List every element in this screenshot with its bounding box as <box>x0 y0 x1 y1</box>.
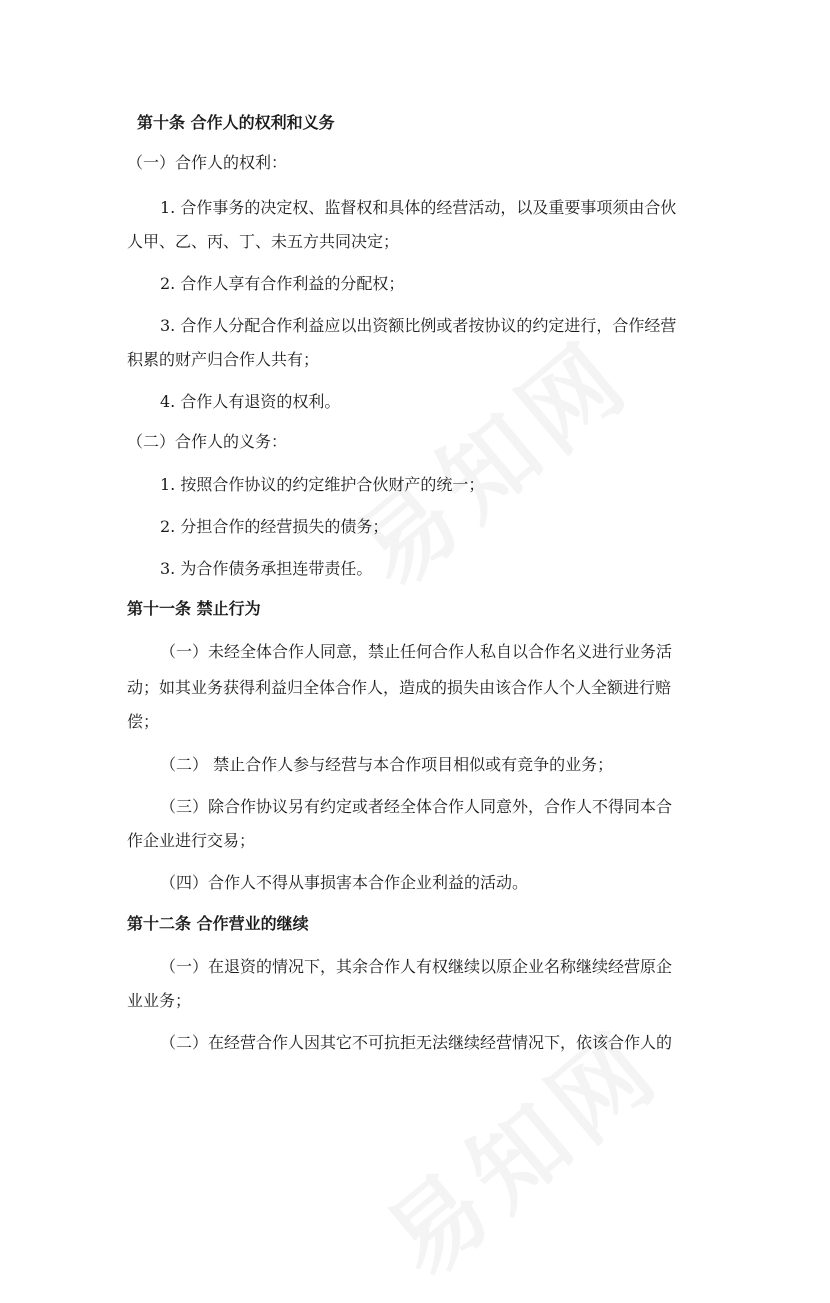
paragraph-line: 1. 按照合作协议的约定维护合伙财产的统一； <box>160 475 485 494</box>
article-10-heading: 第十条 合作人的权利和义务 <box>137 113 335 132</box>
paragraph-line: （一）在退资的情况下，其余合作人有权继续以原企业名称继续经营原企 <box>160 957 673 976</box>
paragraph-line: （三）除合作协议另有约定或者经全体合作人同意外，合作人不得同本合 <box>160 797 673 816</box>
paragraph-line: 积累的财产归合作人共有； <box>127 350 320 369</box>
rights-subheading: （一）合作人的权利： <box>127 153 288 172</box>
obligations-subheading: （二）合作人的义务： <box>127 432 288 451</box>
paragraph-line: 人甲、乙、丙、丁、未五方共同决定； <box>127 232 400 251</box>
paragraph-line: （二）在经营合作人因其它不可抗拒无法继续经营情况下，依该合作人的 <box>160 1033 673 1052</box>
paragraph-line: 3. 为合作债务承担连带责任。 <box>160 559 373 578</box>
paragraph-line: 业业务； <box>127 991 192 1010</box>
paragraph-line: （四）合作人不得从事损害本合作企业利益的活动。 <box>160 873 529 892</box>
paragraph-line: 偿； <box>127 712 160 731</box>
paragraph-line: 2. 分担合作的经营损失的债务； <box>160 517 389 536</box>
article-11-heading: 第十一条 禁止行为 <box>127 599 261 618</box>
paragraph-line: 4. 合作人有退资的权利。 <box>160 392 341 411</box>
paragraph-line: 作企业进行交易； <box>127 831 256 850</box>
watermark <box>323 304 655 613</box>
article-12-heading: 第十二条 合作营业的继续 <box>127 914 309 933</box>
paragraph-line: 2. 合作人享有合作利益的分配权； <box>160 274 405 293</box>
paragraph-line: （一）未经全体合作人同意，禁止任何合作人私自以合作名义进行业务活 <box>160 642 673 661</box>
paragraph-line: 3. 合作人分配合作利益应以出资额比例或者按协议的约定进行，合作经营 <box>160 316 677 335</box>
paragraph-line: （二） 禁止合作人参与经营与本合作项目相似或有竞争的业务； <box>160 755 614 774</box>
paragraph-line: 1. 合作事务的决定权、监督权和具体的经营活动，以及重要事项须由合伙 <box>160 198 677 217</box>
paragraph-line: 动；如其业务获得利益归全体合作人，造成的损失由该合作人个人全额进行赔 <box>127 678 672 697</box>
